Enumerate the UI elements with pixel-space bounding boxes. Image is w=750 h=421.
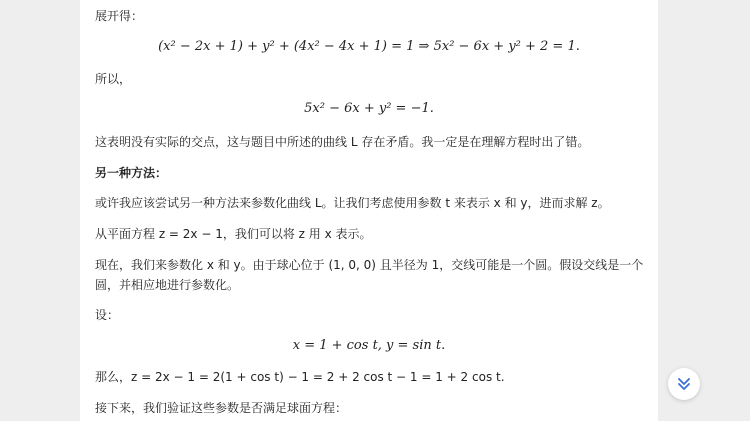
equation-parametrization: x = 1 + cos t, y = sin t. (292, 338, 446, 353)
text-circle-line-2: 圆，并相应地进行参数化。 (95, 278, 240, 292)
text-parametrize: 或许我应该尝试另一种方法来参数化曲线 L。让我们考虑使用参数 t 来表示 x 和 y，进而求解 z。 (95, 196, 610, 210)
text-plane-equation: 从平面方程 z = 2x − 1，我们可以将 z 用 x 表示。 (95, 227, 372, 241)
section-heading-alternative: 另一种方法： (95, 166, 168, 180)
text-z-derivation: 那么，z = 2x − 1 = 2(1 + cos t) − 1 = 2 + 2 cos t − 1 = 1 + 2 cos t. (95, 370, 505, 384)
text-let: 设： (95, 308, 120, 322)
text-contradiction: 这表明没有实际的交点，这与题目中所述的曲线 L 存在矛盾。我一定是在理解方程时出了错。 (95, 135, 590, 149)
text-expand: 展开得： (95, 9, 144, 23)
double-chevron-down-icon (676, 376, 692, 392)
text-circle-line-1: 现在，我们来参数化 x 和 y。由于球心位于 (1, 0, 0) 且半径为 1，交线可能是一个圆。假设交线是一个 (95, 258, 644, 272)
chat-message-panel (80, 0, 658, 421)
text-therefore: 所以， (95, 72, 132, 86)
equation-expanded: (x² − 2x + 1) + y² + (4x² − 4x + 1) = 1 ⇒ 5x² − 6x + y² + 2 = 1. (158, 39, 580, 54)
text-verify-sphere: 接下来，我们验证这些参数是否满足球面方程： (95, 401, 348, 415)
equation-result: 5x² − 6x + y² = −1. (304, 101, 434, 116)
scroll-to-bottom-button[interactable] (668, 368, 700, 400)
